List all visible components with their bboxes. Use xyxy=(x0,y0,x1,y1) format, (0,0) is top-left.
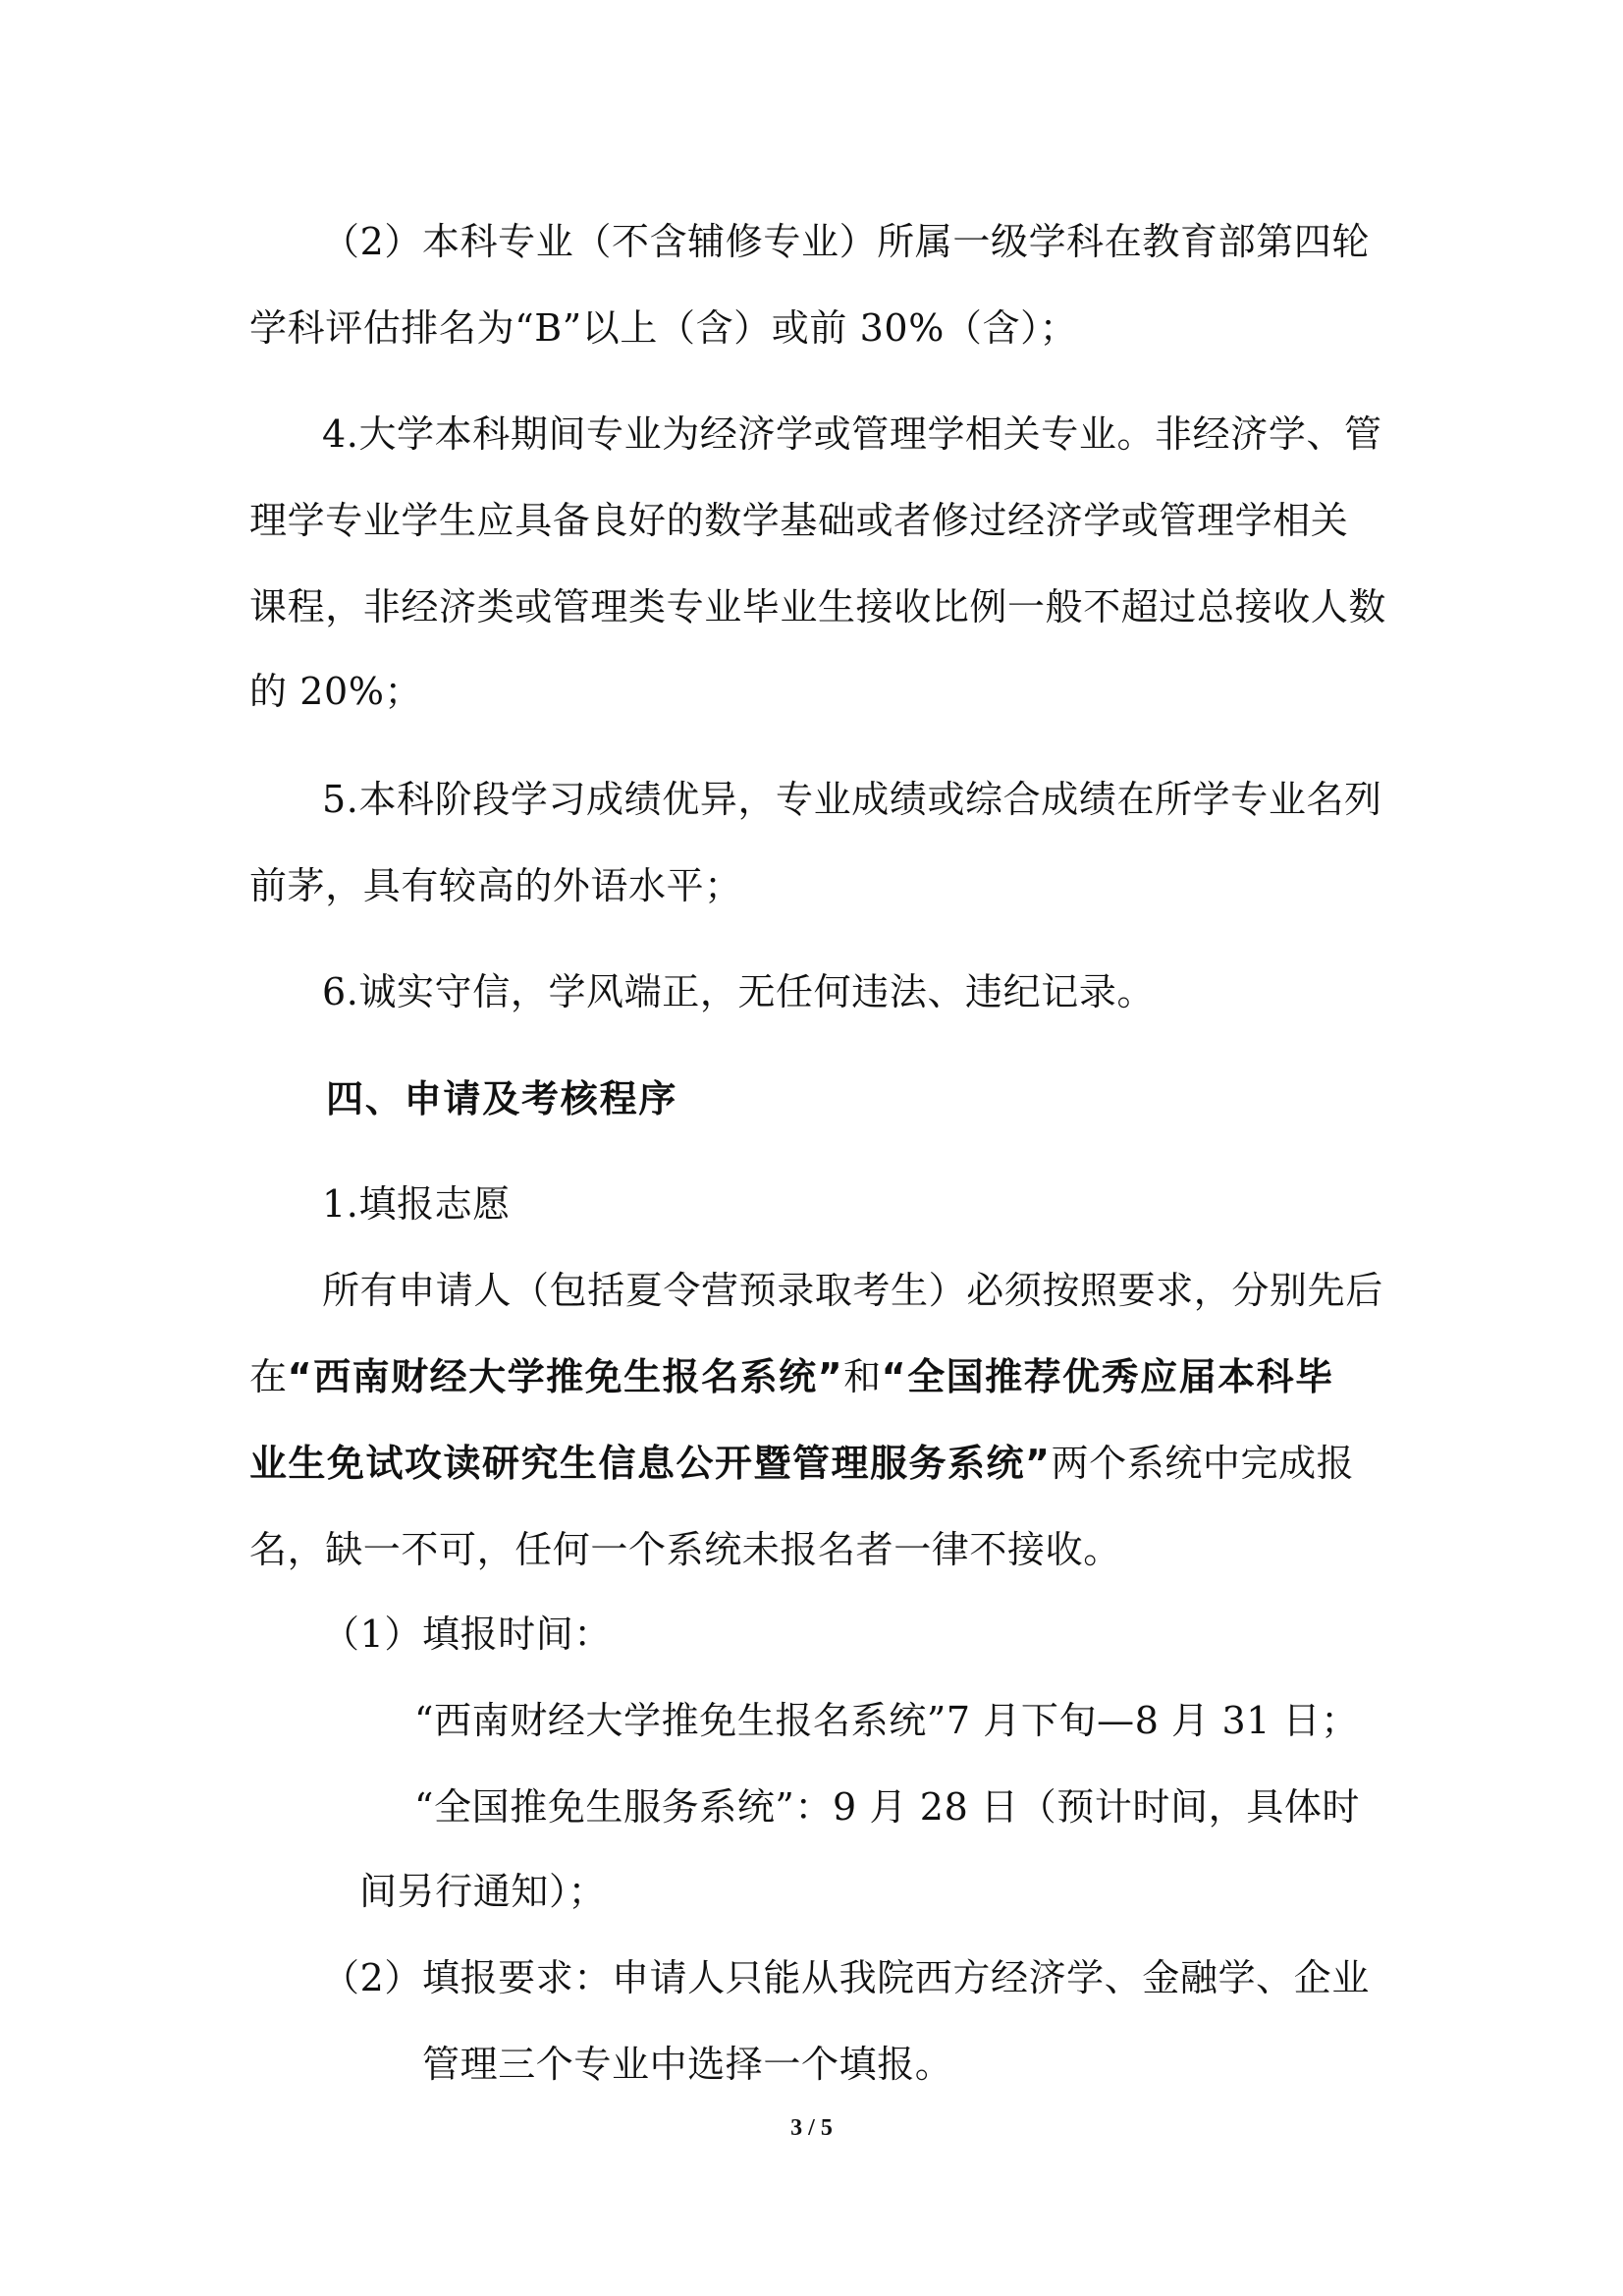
page-number: 3 / 5 xyxy=(790,2115,833,2141)
paragraph-line: 5.本科阶段学习成绩优异，专业成绩或综合成绩在所学专业名列 xyxy=(322,778,1382,821)
bold-system-name: “西南财经大学推免生报名系统” xyxy=(287,1355,844,1398)
paragraph-line: 前茅，具有较高的外语水平； xyxy=(249,864,742,907)
text-run: 在 xyxy=(249,1355,288,1398)
list-item-label: （1）填报时间： xyxy=(322,1613,612,1656)
paragraph-line-mixed xyxy=(249,1353,1334,1400)
bold-system-name: 业生免试攻读研究生信息公开暨管理服务系统” xyxy=(249,1442,1052,1485)
section-heading: 四、申请及考核程序 xyxy=(326,1077,678,1121)
list-item-line: “西南财经大学推免生报名系统”7 月下旬—8 月 31 日； xyxy=(414,1699,1359,1742)
paragraph-line: 理学专业学生应具备良好的数学基础或者修过经济学或管理学相关 xyxy=(249,499,1349,542)
text-run: 和 xyxy=(843,1355,882,1398)
paragraph-line: 课程，非经济类或管理类专业毕业生接收比例一般不超过总接收人数 xyxy=(249,585,1387,629)
text-run: 两个系统中完成报 xyxy=(1051,1442,1355,1485)
paragraph-line: 4.大学本科期间专业为经济学或管理学相关专业。非经济学、管 xyxy=(322,412,1382,456)
list-item-line: （2）填报要求：申请人只能从我院西方经济学、金融学、企业 xyxy=(322,1956,1370,1999)
list-item-line: “全国推免生服务系统”：9 月 28 日（预计时间，具体时 xyxy=(414,1785,1361,1829)
paragraph-line: 所有申请人（包括夏令营预录取考生）必须按照要求，分别先后 xyxy=(322,1269,1383,1312)
bold-system-name: “全国推荐优秀应届本科毕 xyxy=(881,1355,1334,1398)
paragraph-line: 学科评估排名为“B”以上（含）或前 30%（含）； xyxy=(249,306,1078,350)
paragraph-line: 名，缺一不可，任何一个系统未报名者一律不接收。 xyxy=(249,1528,1121,1571)
list-item-line: 管理三个专业中选择一个填报。 xyxy=(422,2043,953,2086)
list-item-line: 间另行通知）； xyxy=(359,1870,607,1913)
paragraph-line: 的 20%； xyxy=(249,670,423,713)
paragraph-line: 6.诚实守信，学风端正，无任何违法、违纪记录。 xyxy=(322,970,1156,1013)
subsection-title: 1.填报志愿 xyxy=(322,1182,511,1226)
paragraph-line-mixed xyxy=(249,1440,1354,1487)
paragraph-line: （2）本科专业（不含辅修专业）所属一级学科在教育部第四轮 xyxy=(322,220,1370,263)
